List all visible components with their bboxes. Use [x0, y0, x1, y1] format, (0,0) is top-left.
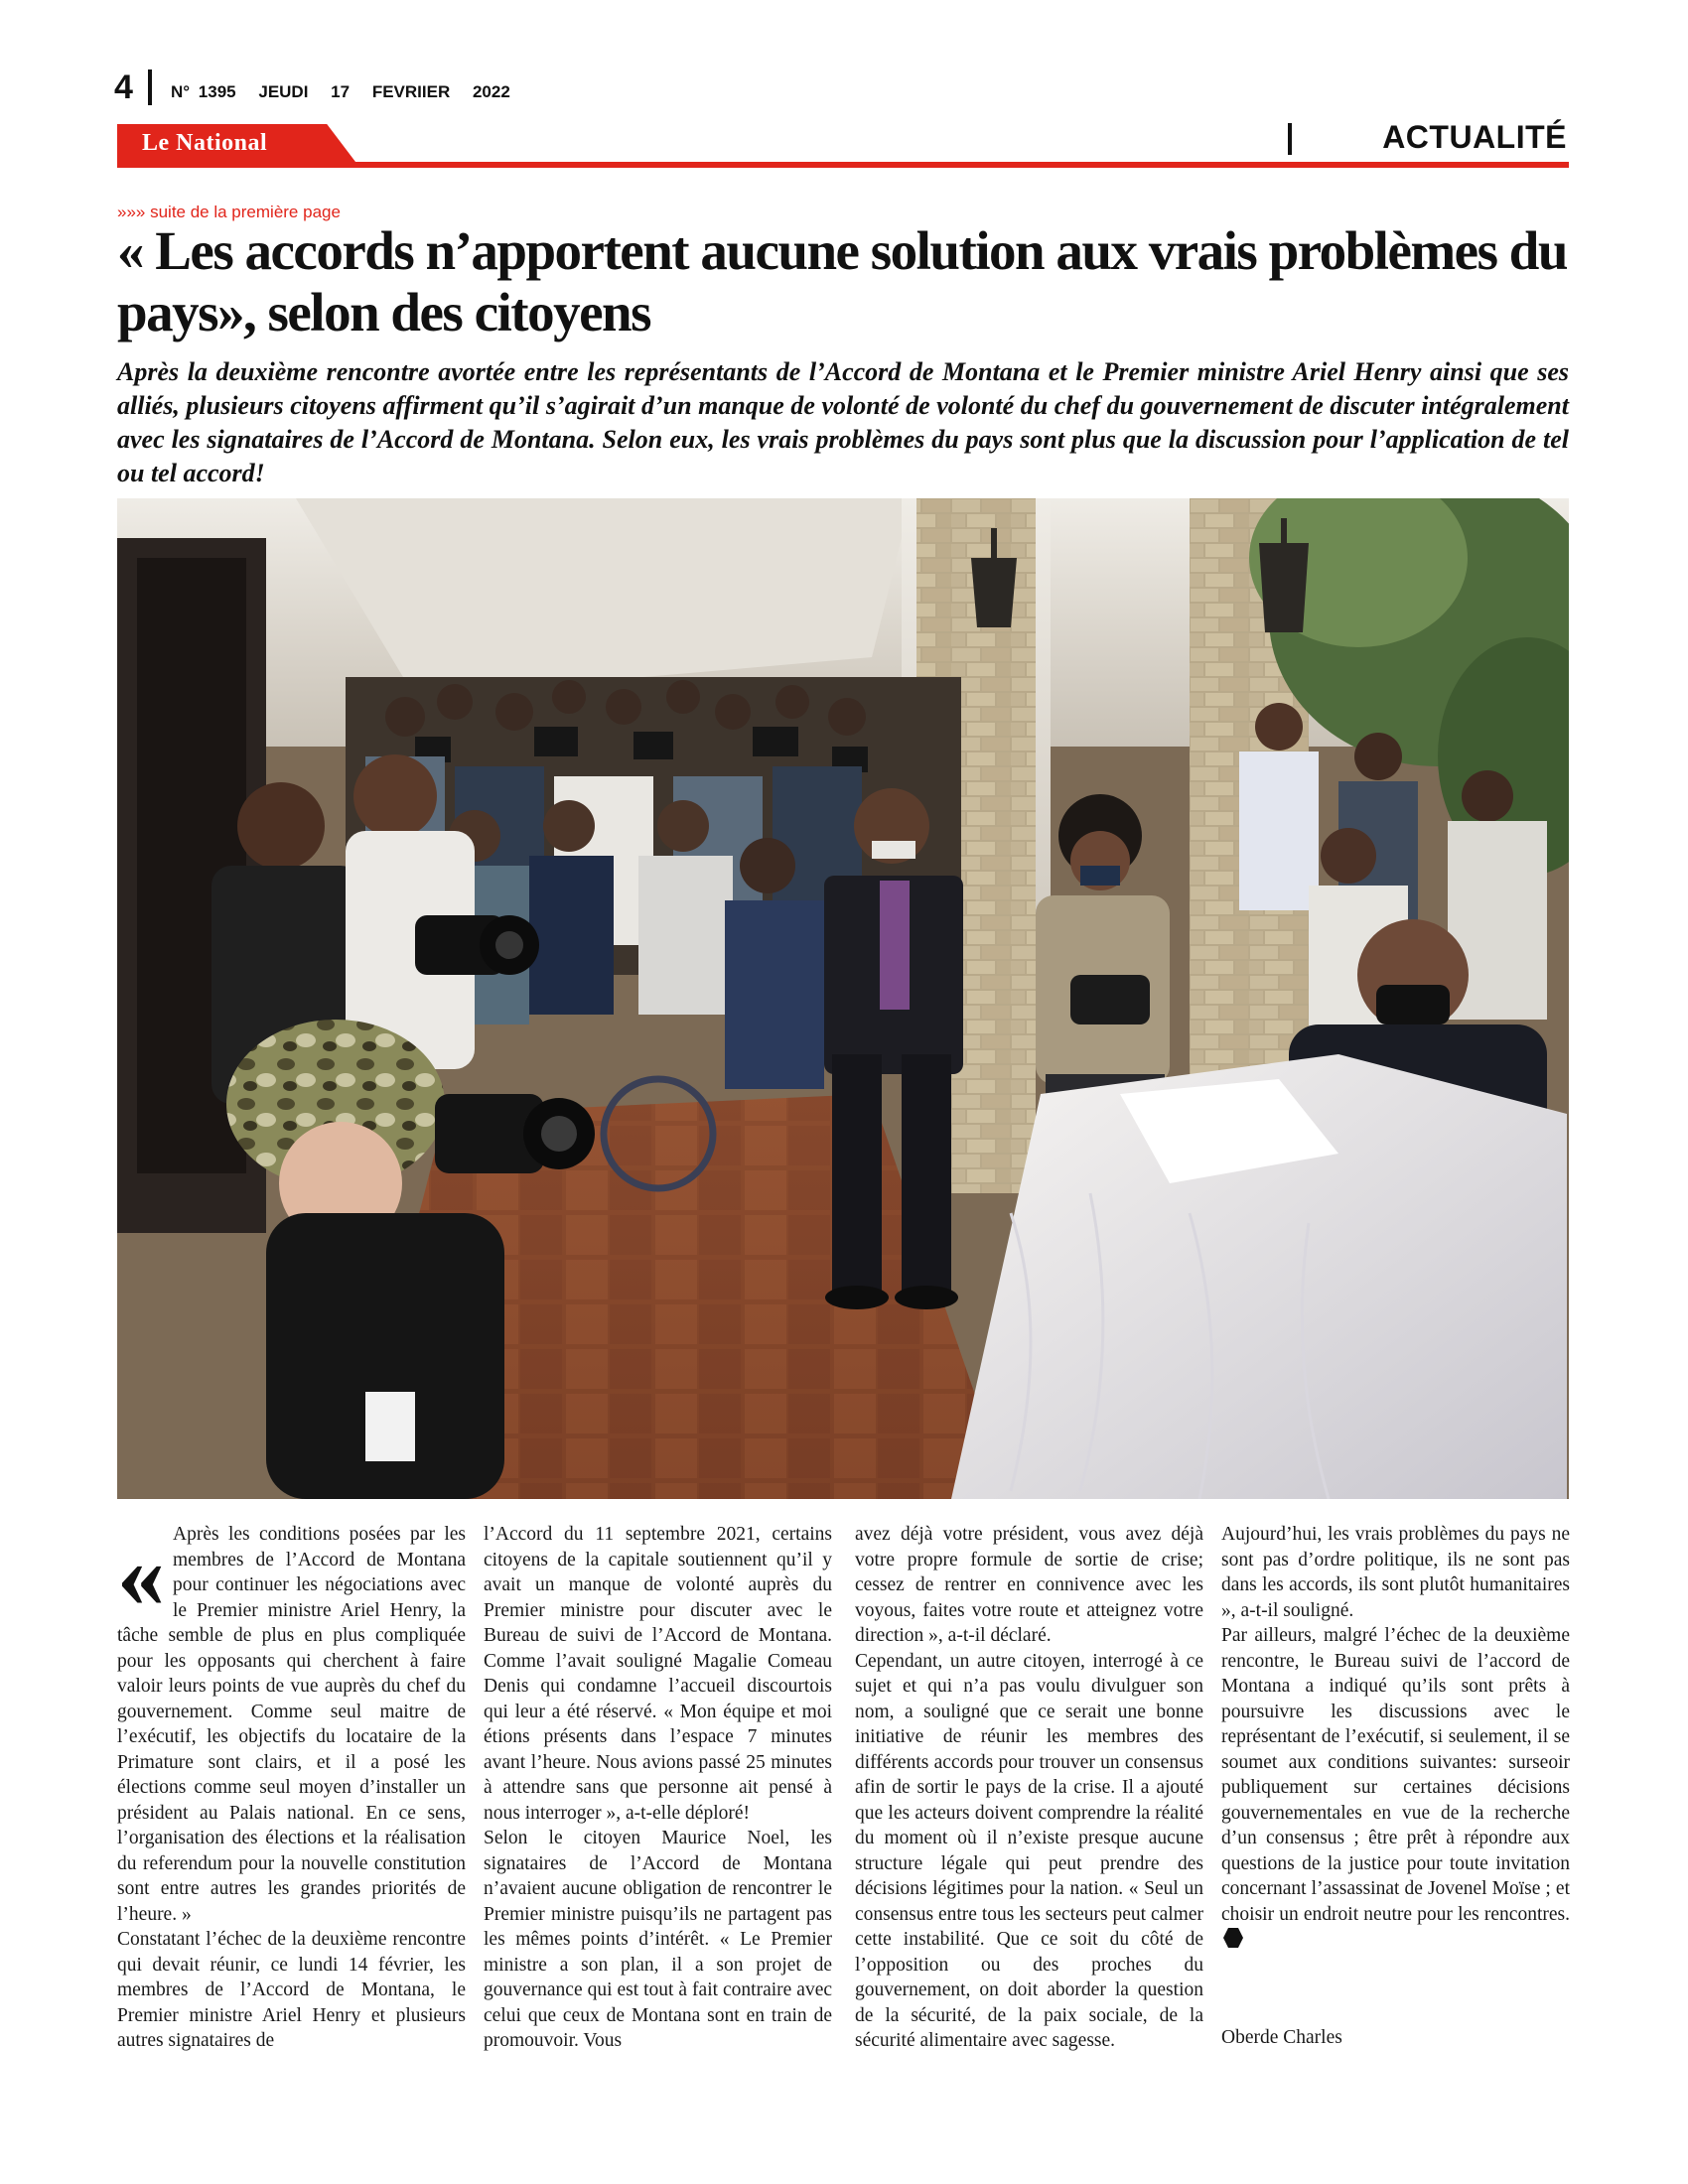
- continued-kicker: »»» suite de la première page: [117, 203, 341, 221]
- section-label: ACTUALITÉ: [1382, 119, 1567, 155]
- column1-paragraph-2: Constatant l’échec de la deuxième rencontre qui devait réunir, ce lundi 14 février, les membres de l’Accord de Montana, le Premier ministre Ariel Henry et plusieurs autres signataires de: [117, 1929, 466, 2051]
- article-column-3: [855, 1522, 1203, 2054]
- headline: « Les accords n’apportent aucune solution aux vrais problèmes du pays», selon des citoyens: [117, 220, 1567, 342]
- issue-day: JEUDI: [258, 82, 309, 101]
- byline: Oberde Charles: [1221, 2027, 1342, 2048]
- brand-name: Le National: [142, 130, 268, 156]
- page-number: 4: [114, 68, 133, 106]
- column2-paragraph-2: Selon le citoyen Maurice Noel, les signataires de l’Accord de Montana n’avaient aucune obligation de rencontrer le Premier ministre puisqu’ils ne partagent pas les mêmes points d’intérêt. « Le Premier ministre a son plan, il a son projet de gouvernance qui est tout à fait contraire avec celui que ceux de Montana sont en train de promouvoir. Vous: [484, 1828, 832, 2051]
- article-column-1: [117, 1522, 466, 2054]
- issue-month: FEVRIIER: [371, 82, 451, 101]
- article-column-4: [1221, 1522, 1570, 1953]
- press-conference-photo: [117, 498, 1569, 1499]
- drop-quote-mark: «: [117, 1521, 165, 1627]
- page-number-divider: [148, 69, 152, 105]
- section-divider: [1288, 123, 1292, 155]
- column4-paragraph-2-text: Par ailleurs, malgré l’échec de la deuxième rencontre, le Bureau suivi de l’accord de Montana a indiqué qu’ils sont prêts à poursuivre les discussions avec le représentant de l’exécutif, si seulement, il se soumet aux conditions suivantes: surseoir publiquement sur certaines décisions gouvernementales en vue de la recherche d’un consensus ; être prêt à répondre aux questions de la justice pour toute invitation concernant l’assassinat de Jovenel Moïse ; et choisir un endroit neutre pour les rencontres.: [1221, 1625, 1570, 1925]
- issue-number: N° 1395: [171, 82, 236, 101]
- lede: Après la deuxième rencontre avortée entre les représentants de l’Accord de Montana et le Premier ministre Ariel Henry ainsi que ses alliés, plusieurs citoyens affirment qu’il s’agirait d’un manque de volonté de volonté du chef du gouvernement de discuter intégralement avec les signataires de l’Accord de Montana. Selon eux, les vrais problèmes du pays sont plus que la discussion pour l’application de tel ou tel accord!: [117, 357, 1569, 487]
- header-rule: [117, 162, 1569, 168]
- column4-paragraph-1: Aujourd’hui, les vrais problèmes du pays ne sont pas d’ordre politique, ils ne sont pas dans les accords, ils sont plutôt humanitaires », a-t-il souligné.: [1221, 1524, 1570, 1621]
- article-column-2: [484, 1522, 832, 2054]
- issue-year: 2022: [472, 82, 510, 101]
- column1-paragraph-1: [117, 1522, 466, 1927]
- column2-paragraph-1: l’Accord du 11 septembre 2021, certains citoyens de la capitale soutiennent qu’il y avait un manque de volonté auprès du Premier ministre pour discuter avec le Bureau de suivi de l’Accord de Montana. Comme l’avait souligné Magalie Comeau Denis qui condamne l’accueil discourtois qui leur a été réservé. « Mon équipe et moi étions présents dans l’espace 7 minutes avant l’heure. Nous avions passé 25 minutes à attendre sans que personne ait pensé à nous interroger », a-t-elle déploré!: [484, 1524, 832, 1824]
- column1-paragraph-1-text: Après les conditions posées par les membres de l’Accord de Montana pour continuer les négociations avec le Premier ministre Ariel Henry, la tâche semble de plus en plus compliquée pour les opposants qui cherchent à faire valoir leurs points de vue auprès du chef du gouvernement. Comme seul maitre de l’exécutif, les objectifs du locataire de la Primature sont clairs, et il a posé les élections comme seul moyen d’installer un président au Palais national. En ce sens, l’organisation des élections et la réalisation du referendum pour la nouvelle constitution sont entre autres les grandes priorités de l’heure. »: [117, 1524, 466, 1925]
- end-of-article-icon: [1223, 1928, 1243, 1948]
- column3-paragraph-1: avez déjà votre président, vous avez déjà votre propre formule de sortie de crise; cessez de rentrer en connivence avec les voyous, faites votre route et atteignez votre direction », a-t-il déclaré.: [855, 1524, 1203, 1646]
- issue-date-day: 17: [331, 82, 351, 101]
- issue-info: [171, 81, 524, 103]
- column3-paragraph-2: Cependant, un autre citoyen, interrogé à ce sujet et qui n’a pas voulu divulguer son nom, a souligné que ce serait une bonne initiative de réunir les membres des différents accords pour trouver un consensus afin de sortir le pays de la crise. Il a ajouté que les acteurs doivent comprendre la réalité du moment où il n’existe presque aucune structure légale qui peut prendre des décisions légitimes pour la nation. « Seul un consensus entre tous les secteurs peut calmer cette instabilité. Que ce soit du côté de l’opposition ou des proches du gouvernement, on doit aborder la question de la sécurité, de la paix sociale, de la sécurité alimentaire avec sagesse.: [855, 1650, 1203, 2051]
- column4-paragraph-2: [1221, 1623, 1570, 1953]
